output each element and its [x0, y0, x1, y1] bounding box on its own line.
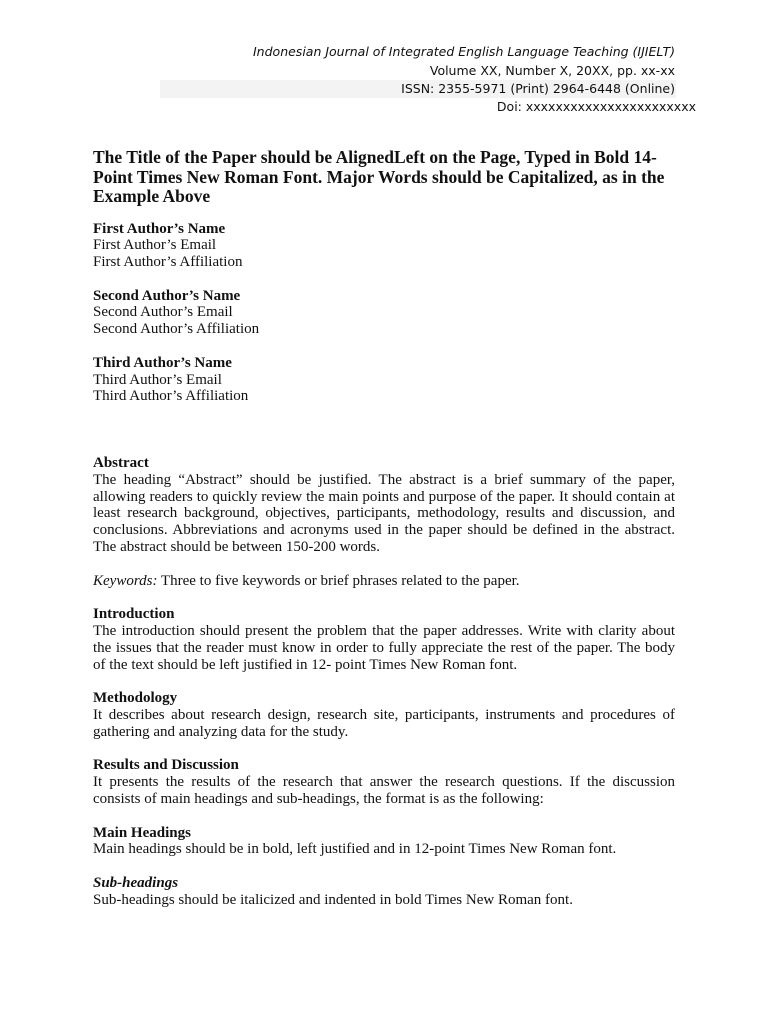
- spacer: [93, 422, 675, 455]
- author-block-2: [93, 288, 675, 338]
- keywords-line: [93, 573, 675, 590]
- methodology-body: It describes about research design, research site, participants, instruments and procedures of gathering and analyzing data for the study.: [93, 707, 675, 740]
- paper-title: The Title of the Paper should be AlignedLeft on the Page, Typed in Bold 14-Point Times New Roman Font. Major Words should be Capitalized, as in the Example Above: [93, 147, 665, 206]
- author-affiliation: Third Author’s Affiliation: [93, 388, 249, 405]
- journal-name: Indonesian Journal of Integrated English Language Teaching (IJIELT): [253, 44, 675, 59]
- keywords-text: Three to five keywords or brief phrases related to the paper.: [157, 572, 520, 589]
- author-name: First Author’s Name: [93, 220, 226, 237]
- results-heading: Results and Discussion: [93, 757, 239, 774]
- sub-headings-body: Sub-headings should be italicized and indented in bold Times New Roman font.: [93, 891, 573, 908]
- author-name: Third Author’s Name: [93, 354, 232, 371]
- issn-info: ISSN: 2355-5971 (Print) 2964-6448 (Online): [401, 81, 675, 96]
- main-headings-heading: Main Headings: [93, 824, 191, 841]
- abstract-body: The heading “Abstract” should be justified. The abstract is a brief summary of the paper, allowing readers to quickly review the main points and purpose of the paper. It should contain at least research background, objectives, participants, methodology, results and discussion, and conclusions. Abbreviations and acronyms used in the paper should be defined in the abstract. The abstract should be between 150-200 words.: [93, 471, 675, 556]
- main-headings-body: Main headings should be in bold, left justified and in 12-point Times New Roman font.: [93, 841, 617, 858]
- methodology-section: [93, 690, 675, 740]
- introduction-heading: Introduction: [93, 606, 175, 623]
- document-body: [93, 148, 675, 925]
- main-headings-section: [93, 825, 675, 859]
- sub-headings-heading: Sub-headings: [93, 874, 179, 891]
- author-block-1: [93, 221, 675, 271]
- doi-info: Doi: xxxxxxxxxxxxxxxxxxxxxxx: [496, 99, 696, 114]
- author-email: Second Author’s Email: [93, 304, 233, 321]
- sub-headings-section: [93, 875, 675, 909]
- introduction-body: The introduction should present the problem that the paper addresses. Write with clarity about the issues that the reader must know in order to fully appreciate the rest of the paper. The body of the text should be left justified in 12- point Times New Roman font.: [93, 623, 675, 673]
- results-section: [93, 757, 675, 807]
- author-affiliation: First Author’s Affiliation: [93, 254, 243, 271]
- author-email: First Author’s Email: [93, 237, 217, 254]
- author-affiliation: Second Author’s Affiliation: [93, 321, 260, 338]
- abstract-section: [93, 455, 675, 556]
- author-block-3: [93, 355, 675, 405]
- author-name: Second Author’s Name: [93, 287, 241, 304]
- methodology-heading: Methodology: [93, 690, 178, 707]
- volume-info: Volume XX, Number X, 20XX, pp. xx-xx: [429, 63, 675, 78]
- introduction-section: [93, 606, 675, 673]
- results-body: It presents the results of the research that answer the research questions. If the discussion consists of main headings and sub-headings, the format is as the following:: [93, 774, 675, 807]
- abstract-heading: Abstract: [93, 455, 149, 472]
- author-email: Third Author’s Email: [93, 371, 222, 388]
- keywords-label: Keywords:: [93, 572, 158, 589]
